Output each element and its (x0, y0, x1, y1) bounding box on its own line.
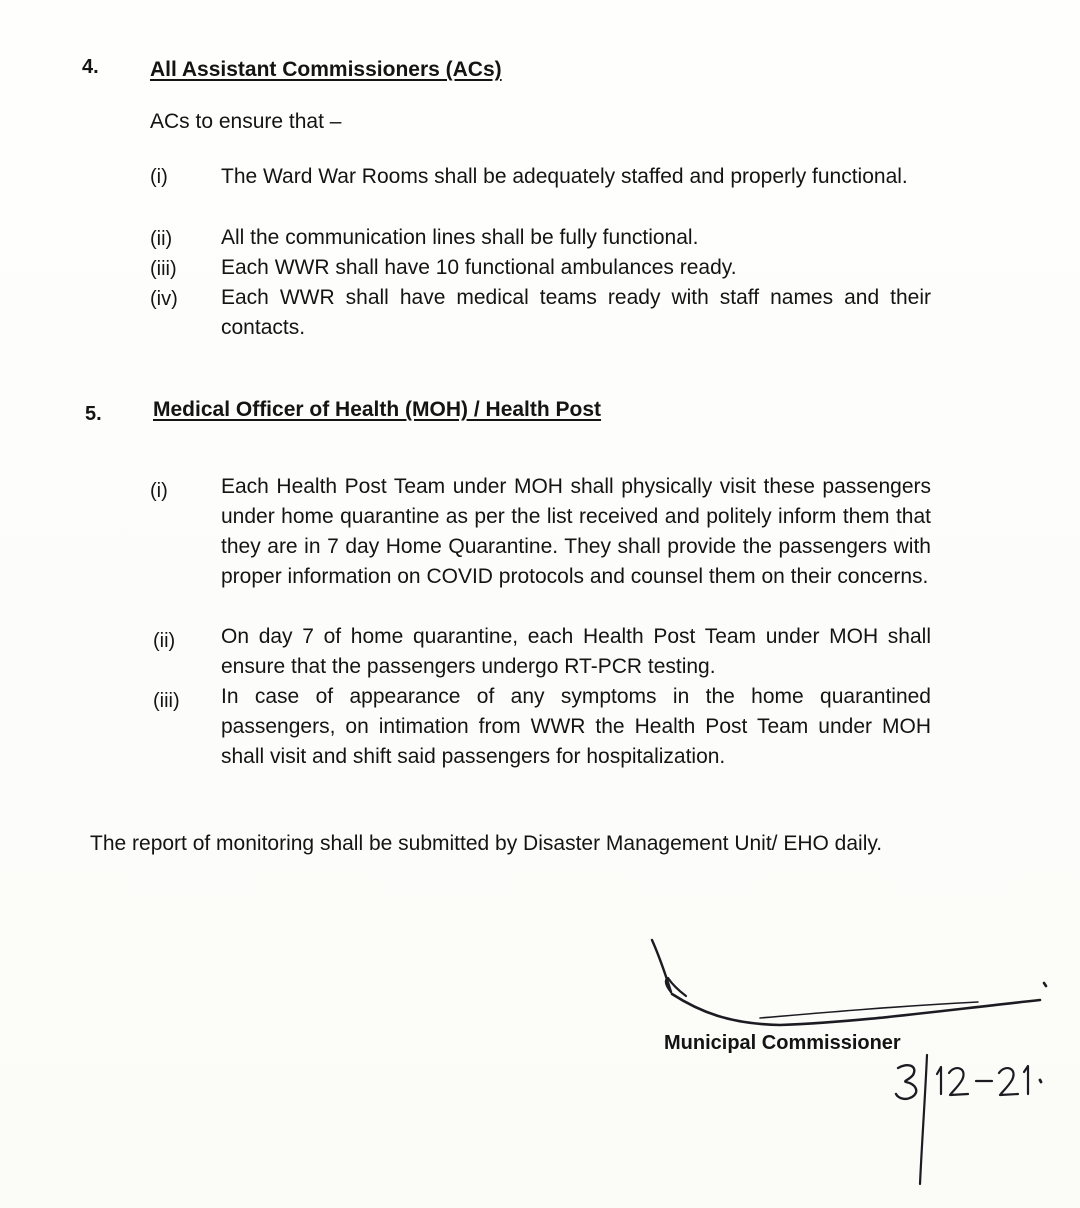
section-5-item-1-marker: (i) (150, 480, 168, 502)
section-5-item-1-text: Each Health Post Team under MOH shall physically visit these passengers under home quarantine as per the list received and politely inform them that they are in 7 day Home Quarantine. They shall provide the passengers with proper information on COVID protocols and counsel them on their concerns. (221, 475, 931, 588)
section-5-title: Medical Officer of Health (MOH) / Health Post (153, 398, 602, 421)
section-5-number: 5. (85, 403, 102, 425)
section-5-item-3-marker: (iii) (153, 690, 180, 712)
section-4-number: 4. (82, 56, 99, 78)
section-4-title: All Assistant Commissioners (ACs) (150, 58, 502, 81)
section-4-item-4-text: Each WWR shall have medical teams ready with staff names and their contacts. (221, 286, 931, 339)
section-4-item-2-text: All the communication lines shall be fully functional. (221, 226, 699, 249)
section-5-item-2-text: On day 7 of home quarantine, each Health Post Team under MOH shall ensure that the passengers undergo RT-PCR testing. (221, 625, 931, 678)
section-4-item-3-marker: (iii) (150, 258, 177, 280)
section-4-item-1-marker: (i) (150, 166, 168, 188)
signatory-title: Municipal Commissioner (664, 1032, 901, 1054)
section-4-item-4-marker: (iv) (150, 288, 178, 310)
section-5-item-3-text: In case of appearance of any symptoms in the home quarantined passengers, on intimation from WWR the Health Post Team under MOH shall visit and shift said passengers for hospitalization. (221, 685, 931, 768)
section-4-item-3-text: Each WWR shall have 10 functional ambulances ready. (221, 256, 737, 279)
section-4-intro: ACs to ensure that – (150, 110, 342, 133)
section-4-item-1-text: The Ward War Rooms shall be adequately staffed and properly functional. (221, 165, 908, 188)
monitoring-report-note: The report of monitoring shall be submitted by Disaster Management Unit/ EHO daily. (90, 832, 883, 855)
section-4-item-2-marker: (ii) (150, 228, 173, 250)
section-5-item-2-marker: (ii) (153, 630, 176, 652)
